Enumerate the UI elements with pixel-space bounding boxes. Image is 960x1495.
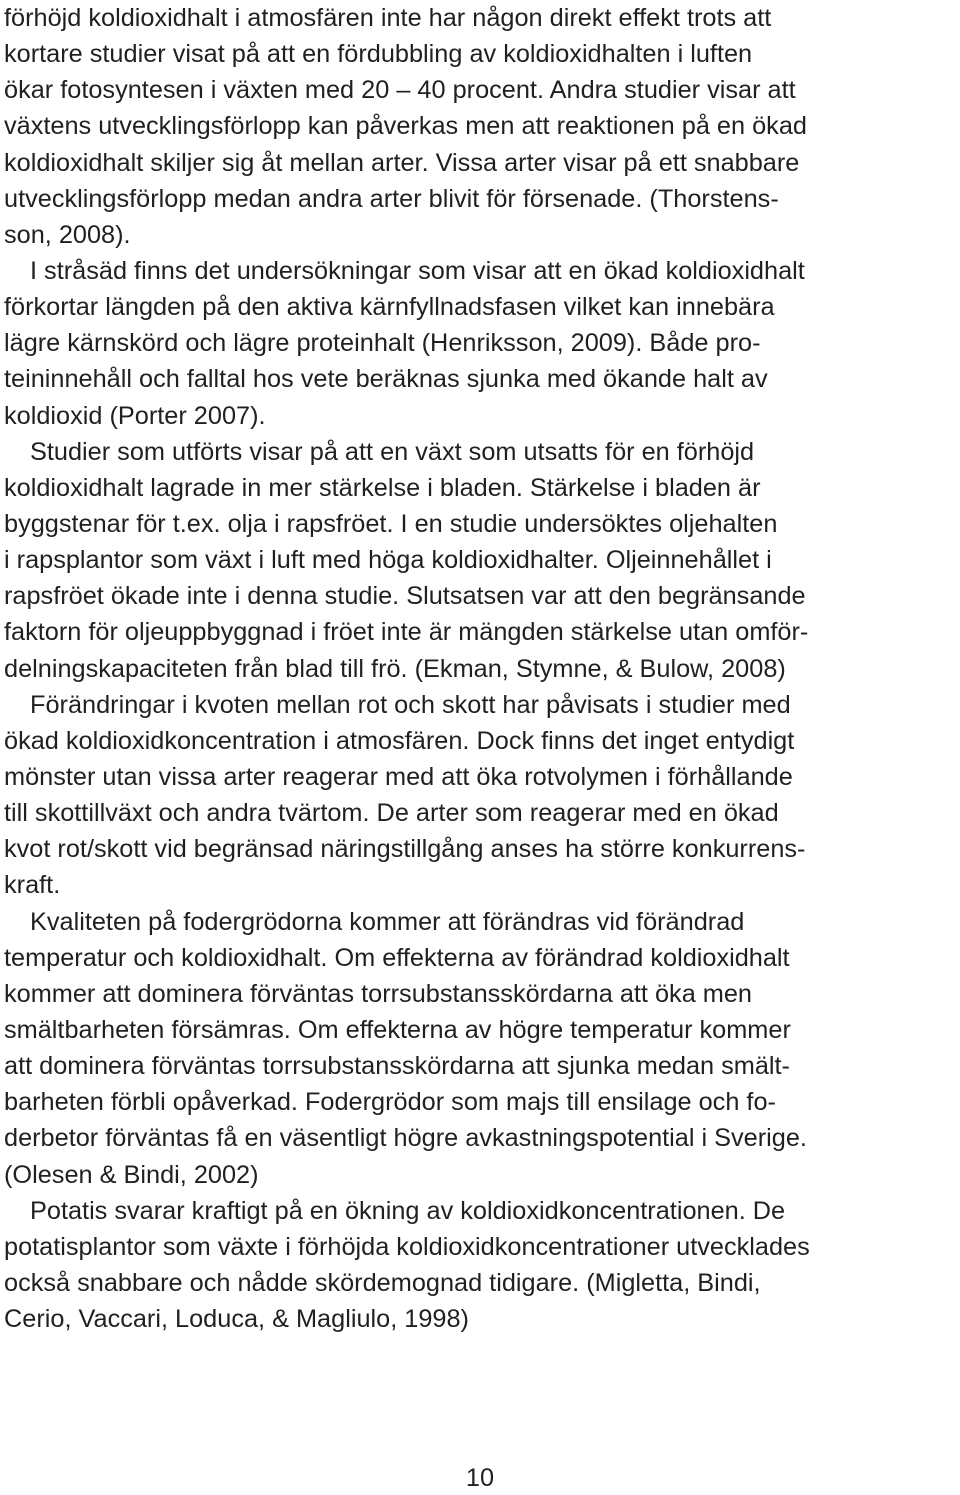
text-line: Förändringar i kvoten mellan rot och skott har påvisats i studier med [30,690,791,719]
text-line: kraft. [4,871,61,900]
text-line: också snabbare och nådde skördemognad tidigare. (Migletta, Bindi, [4,1268,761,1297]
text-line: Cerio, Vaccari, Loduca, & Magliulo, 1998) [4,1305,469,1334]
text-line: derbetor förväntas få en väsentligt högre avkastningspotential i Sverige. [4,1124,807,1153]
text-line: förhöjd koldioxidhalt i atmosfären inte har någon direkt effekt trots att [4,4,772,32]
text-line: barheten förbli opåverkad. Fodergrödor som majs till ensilage och fo- [4,1088,776,1117]
text-line: koldioxidhalt lagrade in mer stärkelse i bladen. Stärkelse i bladen är [4,473,761,502]
page-number: 10 [465,1464,495,1492]
paragraph-co2-development [4,0,956,253]
text-line: kommer att dominera förväntas torrsubstansskördarna att öka men [4,979,752,1008]
text-line: till skottillväxt och andra tvärtom. De arter som reagerar med en ökad [4,799,779,828]
text-line: att dominera förväntas torrsubstansskördarna att sjunka medan smält- [4,1052,790,1081]
text-line: koldioxid (Porter 2007). [4,401,266,430]
document-page [4,0,956,1337]
text-line: lägre kärnskörd och lägre proteinhalt (Henriksson, 2009). Både pro- [4,329,761,358]
text-line: temperatur och koldioxidhalt. Om effekterna av förändrad koldioxidhalt [4,943,790,972]
paragraph-forage-crops [4,904,956,1193]
text-line: teininnehåll och falltal hos vete beräknas sjunka med ökande halt av [4,365,768,394]
text-line: delningskapaciteten från blad till frö. (Ekman, Stymne, & Bulow, 2008) [4,654,786,683]
text-line: smältbarheten försämras. Om effekterna av högre temperatur kommer [4,1015,791,1044]
text-line: ökad koldioxidkoncentration i atmosfären. Dock finns det inget entydigt [4,726,795,755]
text-line: (Olesen & Bindi, 2002) [4,1160,259,1189]
text-line: son, 2008). [4,220,131,249]
text-line: faktorn för oljeuppbyggnad i fröet inte är mängden stärkelse utan omför- [4,618,809,647]
text-line: koldioxidhalt skiljer sig åt mellan arter. Vissa arter visar på ett snabbare [4,148,800,177]
text-line: förkortar längden på den aktiva kärnfyllnadsfasen vilket kan innebära [4,293,775,322]
text-line: I stråsäd finns det undersökningar som visar att en ökad koldioxidhalt [30,256,805,285]
paragraph-grain [4,253,956,434]
text-line: utvecklingsförlopp medan andra arter blivit för försenade. (Thorstens- [4,184,779,213]
text-line: kvot rot/skott vid begränsad näringstillgång anses ha större konkurrens- [4,835,806,864]
paragraph-potato [4,1193,956,1338]
text-line: rapsfröet ökade inte i denna studie. Slutsatsen var att den begränsande [4,582,806,611]
text-line: byggstenar för t.ex. olja i rapsfröet. I en studie undersöktes oljehalten [4,509,778,538]
text-line: Studier som utförts visar på att en växt som utsatts för en förhöjd [30,437,755,466]
text-line: Kvaliteten på fodergrödorna kommer att förändras vid förändrad [30,907,745,936]
text-line: Potatis svarar kraftigt på en ökning av koldioxidkoncentrationen. De [30,1196,786,1225]
text-line: mönster utan vissa arter reagerar med att öka rotvolymen i förhållande [4,762,793,791]
text-line: ökar fotosyntesen i växten med 20 – 40 procent. Andra studier visar att [4,76,796,105]
paragraph-root-shoot [4,687,956,904]
text-line: i rapsplantor som växt i luft med höga koldioxidhalter. Oljeinnehållet i [4,546,772,575]
paragraph-oilseed [4,434,956,687]
text-line: växtens utvecklingsförlopp kan påverkas men att reaktionen på en ökad [4,112,807,141]
text-line: potatisplantor som växte i förhöjda koldioxidkoncentrationer utvecklades [4,1232,810,1261]
text-line: kortare studier visat på att en fördubbling av koldioxidhalten i luften [4,40,753,69]
